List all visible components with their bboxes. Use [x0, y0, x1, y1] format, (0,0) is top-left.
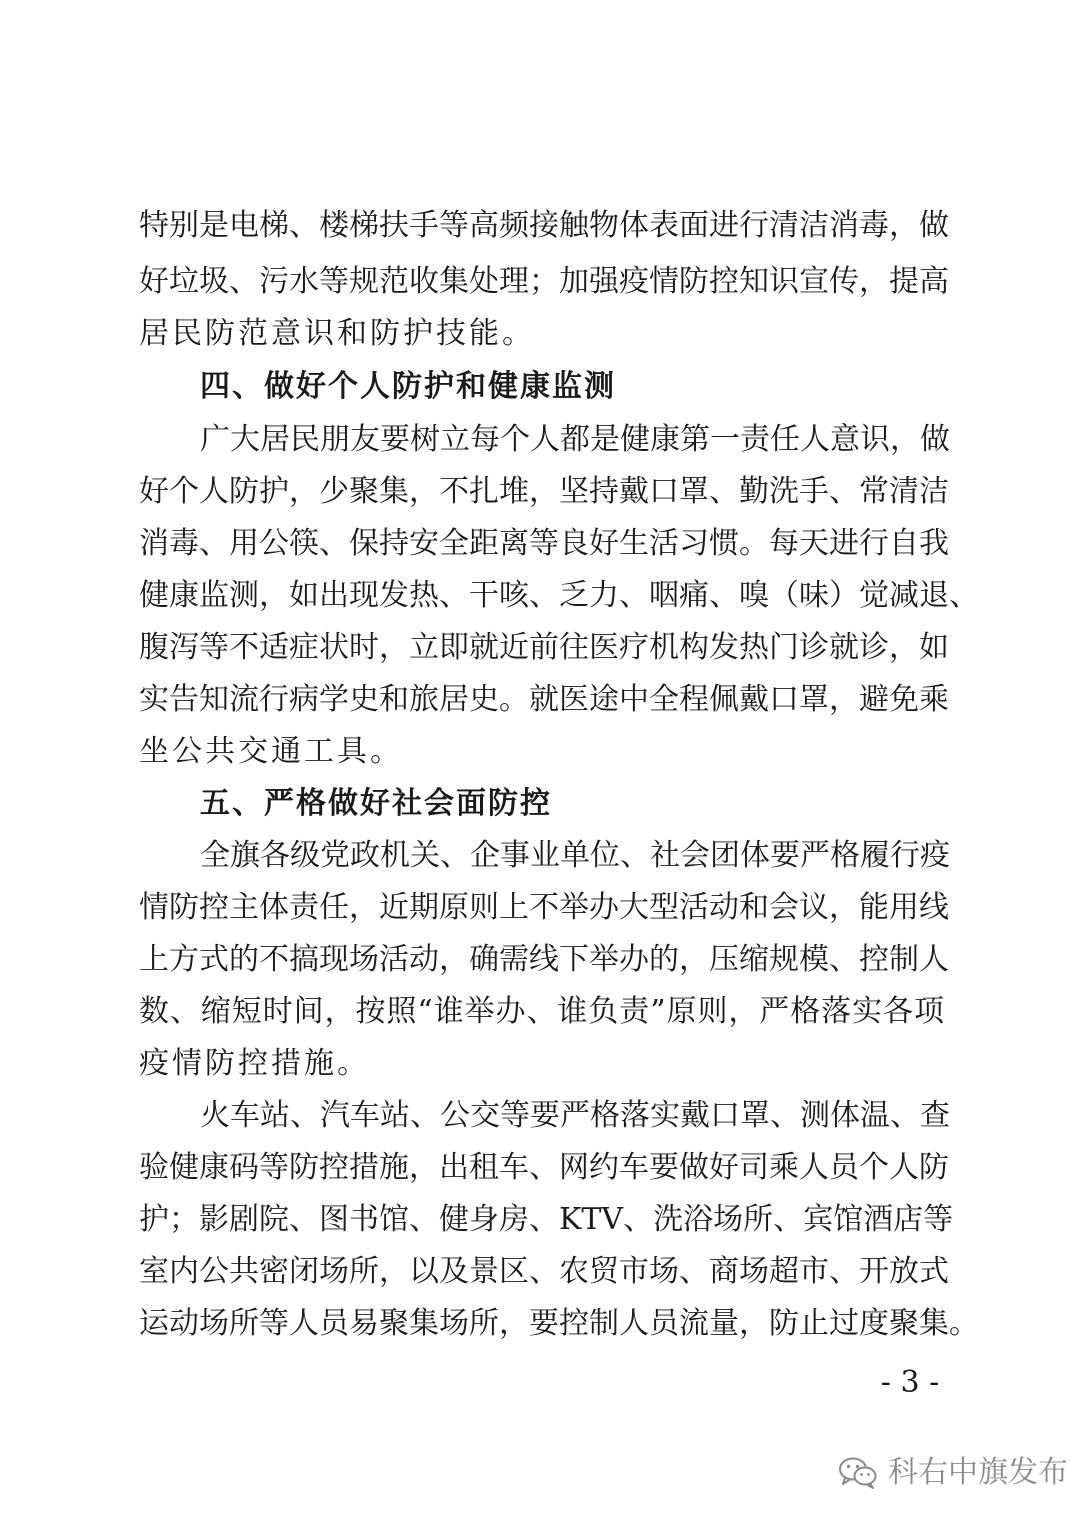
paragraph-line: 好垃圾、污水等规范收集处理；加强疫情防控知识宣传，提高 — [139, 264, 949, 299]
watermark — [838, 1450, 1068, 1496]
page-number: - 3 - — [880, 1365, 940, 1400]
wechat-icon — [838, 1456, 878, 1490]
paragraph-line: 验健康码等防控措施，出租车、网约车要做好司乘人员个人防 — [139, 1150, 949, 1185]
paragraph-line: 护；影剧院、图书馆、健身房、KTV、洗浴场所、宾馆酒店等 — [139, 1202, 954, 1237]
paragraph-line: 健康监测，如出现发热、干咳、乏力、咽痛、嗅（味）觉减退、 — [139, 578, 979, 613]
paragraph-line: 居民防范意识和防护技能。 — [139, 316, 535, 351]
paragraph-line: 特别是电梯、楼梯扶手等高频接触物体表面进行清洁消毒，做 — [139, 208, 949, 243]
paragraph-line: 腹泻等不适症状时，立即就近前往医疗机构发热门诊就诊，如 — [139, 630, 949, 665]
paragraph-line: 坐公共交通工具。 — [139, 734, 403, 769]
paragraph-line: 数、缩短时间，按照“谁举办、谁负责”原则，严格落实各项 — [139, 994, 944, 1029]
section-heading-four: 四、做好个人防护和健康监测 — [200, 369, 616, 404]
paragraph-line: 好个人防护，少聚集，不扎堆，坚持戴口罩、勤洗手、常清洁 — [139, 474, 949, 509]
paragraph-line: 全旗各级党政机关、企事业单位、社会团体要严格履行疫 — [200, 838, 950, 873]
paragraph-line: 上方式的不搞现场活动，确需线下举办的，压缩规模、控制人 — [139, 942, 949, 977]
paragraph-line: 广大居民朋友要树立每个人都是健康第一责任人意识，做 — [200, 422, 950, 457]
paragraph-line: 运动场所等人员易聚集场所，要控制人员流量，防止过度聚集。 — [139, 1306, 979, 1341]
paragraph-line: 情防控主体责任，近期原则上不举办大型活动和会议，能用线 — [139, 890, 949, 925]
paragraph-line: 实告知流行病学史和旅居史。就医途中全程佩戴口罩，避免乘 — [139, 682, 949, 717]
paragraph-line: 疫情防控措施。 — [139, 1046, 370, 1081]
paragraph-line: 消毒、用公筷、保持安全距离等良好生活习惯。每天进行自我 — [139, 526, 949, 561]
paragraph-line: 室内公共密闭场所，以及景区、农贸市场、商场超市、开放式 — [139, 1254, 949, 1289]
watermark-text: 科右中旗发布 — [888, 1455, 1068, 1490]
paragraph-line: 火车站、汽车站、公交等要严格落实戴口罩、测体温、查 — [200, 1098, 950, 1133]
section-heading-five: 五、严格做好社会面防控 — [200, 786, 552, 821]
